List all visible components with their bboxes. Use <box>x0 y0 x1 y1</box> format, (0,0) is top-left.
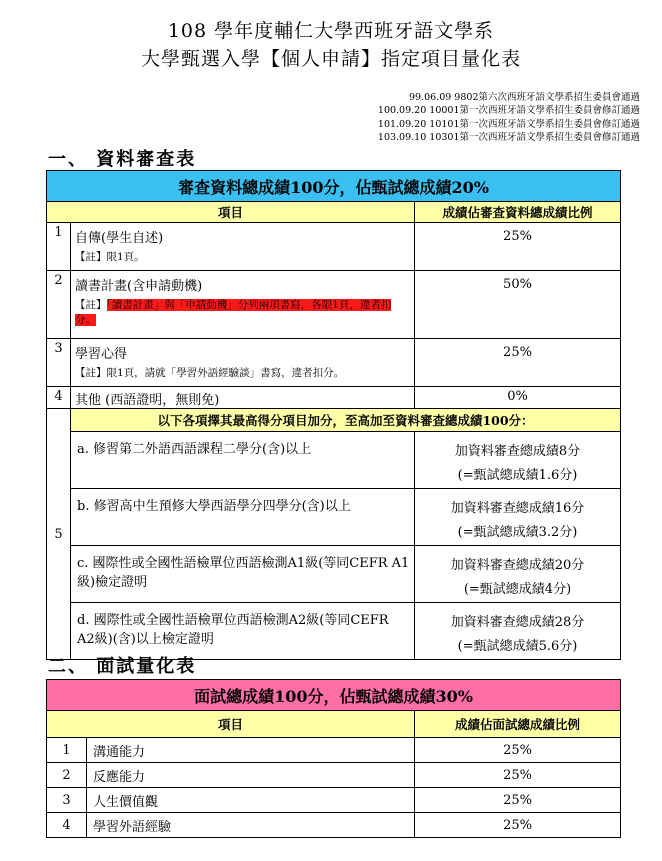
note-prefix: 【註】 <box>75 299 107 311</box>
row-item: 其他 (西語證明，無則免) <box>75 393 220 408</box>
row-percent: 25% <box>415 813 621 838</box>
bonus-value-line: (=甄試總成績4分) <box>463 582 572 597</box>
row-item-cell <box>71 339 415 387</box>
bonus-value-line: (=甄試總成績1.6分) <box>457 468 578 483</box>
row-percent: 25% <box>415 738 621 763</box>
table-row <box>47 387 621 409</box>
table-row <box>47 788 621 813</box>
row-note <box>71 294 414 328</box>
interview-table <box>46 679 621 838</box>
interview-banner: 面試總成績100分，佔甄試總成績30% <box>47 680 621 711</box>
row-item: 溝通能力 <box>87 738 415 763</box>
row-item: 自傳(學生自述) <box>75 231 164 246</box>
table-row <box>47 813 621 838</box>
table-row <box>47 271 621 339</box>
col-header-ratio: 成績佔審查資料總成績比例 <box>415 202 621 223</box>
row-item-cell <box>71 387 415 409</box>
row-percent: 25% <box>415 788 621 813</box>
row-number: 2 <box>47 763 87 788</box>
bonus-row <box>47 432 621 489</box>
row-item: 人生價值觀 <box>87 788 415 813</box>
table-row <box>47 738 621 763</box>
bonus-item: b. 修習高中生預修大學西語學分四學分(含)以上 <box>71 489 415 546</box>
approval-note: 101.09.20 10101第一次西班牙語文學系招生委員會修訂通過 <box>377 118 640 130</box>
table-row <box>47 763 621 788</box>
bonus-value <box>415 603 621 660</box>
row-note: 【註】限1頁。 <box>75 251 145 263</box>
review-table <box>46 170 621 660</box>
row-number: 5 <box>47 409 71 660</box>
approval-note: 100.09.20 10001第一次西班牙語文學系招生委員會修訂通過 <box>377 105 640 117</box>
row-percent: 25% <box>415 763 621 788</box>
row-item: 反應能力 <box>87 763 415 788</box>
bonus-value-line: 加資料審查總成績20分 <box>450 558 585 573</box>
bonus-value <box>415 546 621 603</box>
bonus-item: a. 修習第二外語西語課程二學分(含)以上 <box>71 432 415 489</box>
bonus-row <box>47 489 621 546</box>
row-number: 4 <box>47 813 87 838</box>
bonus-value-line: (=甄試總成績3.2分) <box>457 525 578 540</box>
section-heading-interview: 二、 面試量化表 <box>48 656 197 677</box>
row-number: 3 <box>47 339 71 387</box>
bonus-value-line: 加資料審查總成績16分 <box>450 501 585 516</box>
approval-note: 99.06.09 9802第六次西班牙語文學系招生委員會通過 <box>408 92 640 103</box>
bonus-value <box>415 432 621 489</box>
approval-note: 103.09.10 10301第一次西班牙語文學系招生委員會修訂通過 <box>377 131 640 143</box>
approval-notes <box>378 91 640 144</box>
section-heading-review: 一、 資料審查表 <box>48 149 197 170</box>
table-row <box>47 339 621 387</box>
bonus-header-row <box>47 409 621 432</box>
row-percent: 0% <box>415 387 621 409</box>
table-row <box>47 223 621 271</box>
review-banner: 審查資料總成績100分，佔甄試總成績20% <box>47 171 621 202</box>
bonus-value-line: 加資料審查總成績28分 <box>450 615 585 630</box>
row-item-cell <box>71 223 415 271</box>
row-number: 1 <box>47 738 87 763</box>
col-header-item: 項目 <box>47 202 415 223</box>
row-number: 4 <box>47 387 71 409</box>
title-line-2: 大學甄選入學【個人申請】指定項目量化表 <box>140 48 521 70</box>
row-item: 學習外語經驗 <box>87 813 415 838</box>
bonus-item: c. 國際性或全國性語檢單位西語檢測A1級(等同CEFR A1級)檢定證明 <box>71 546 415 603</box>
row-number: 1 <box>47 223 71 271</box>
row-percent: 25% <box>415 339 621 387</box>
bonus-row <box>47 603 621 660</box>
bonus-item: d. 國際性或全國性語檢單位西語檢測A2級(等同CEFR A2級)(含)以上檢定證明 <box>71 603 415 660</box>
row-note: 【註】限1頁，請就「學習外語經驗談」書寫，違者扣分。 <box>75 367 345 379</box>
row-item: 讀書計畫(含申請動機) <box>75 279 203 294</box>
row-percent: 50% <box>415 271 621 339</box>
bonus-value-line: 加資料審查總成績8分 <box>454 444 581 459</box>
bonus-value-line: (=甄試總成績5.6分) <box>457 639 578 654</box>
bonus-heading: 以下各項擇其最高得分項目加分，至高加至資料審查總成績100分： <box>71 409 621 432</box>
row-item-cell <box>71 271 415 339</box>
bonus-value <box>415 489 621 546</box>
bonus-row <box>47 546 621 603</box>
col-header-item: 項目 <box>47 711 415 738</box>
row-number: 3 <box>47 788 87 813</box>
row-number: 2 <box>47 271 71 339</box>
col-header-ratio: 成績佔面試總成績比例 <box>415 711 621 738</box>
title-line-1: 108 學年度輔仁大學西班牙語文學系 <box>167 20 495 42</box>
note-highlight: 「讀書計畫」與「申請動機」分列兩項書寫，各限1頁，違者扣分。 <box>75 299 392 326</box>
row-percent: 25% <box>415 223 621 271</box>
row-item: 學習心得 <box>75 347 128 362</box>
